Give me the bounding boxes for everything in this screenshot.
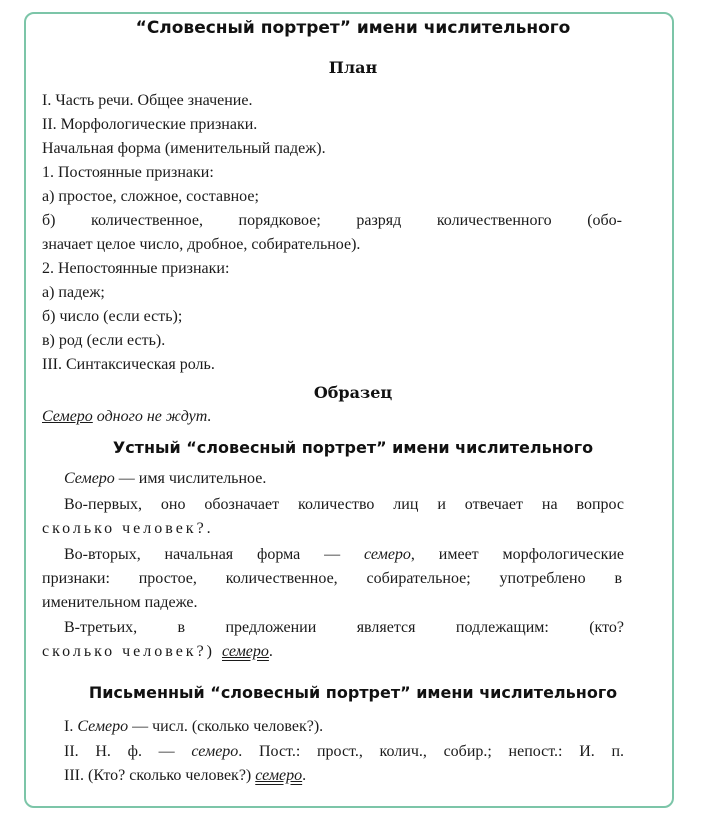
subject-word: семеро [364, 546, 411, 563]
oral-line: сколько человек?. [42, 520, 214, 537]
written-text: III. (Кто? сколько человек?) [64, 767, 256, 784]
written-text: I. [64, 718, 78, 735]
subject-word: семеро [255, 767, 303, 784]
plan-line: а) простое, сложное, составное; [42, 188, 259, 205]
plan-heading: План [328, 58, 378, 77]
written-text: . [302, 767, 307, 784]
oral-text: Во-вторых, начальная форма — [64, 546, 365, 563]
written-line [64, 767, 624, 785]
subject-word: семеро [222, 643, 269, 660]
oral-line: В-третьих, в предложении является подлежащим: (кто? [64, 619, 624, 636]
written-line [64, 718, 624, 736]
oral-line: признаки: простое, количественное, собирательное; употреблено в [42, 570, 622, 587]
plan-line: Начальная форма (именительный падеж). [42, 140, 326, 157]
sample-rest: одного не ждут. [92, 408, 212, 425]
written-heading: Письменный “словесный портрет” имени числительного [88, 683, 618, 702]
plan-line: III. Синтаксическая роль. [42, 356, 215, 373]
oral-line [64, 470, 624, 488]
plan-line: значает целое число, дробное, собирательное). [42, 236, 361, 253]
oral-line [42, 643, 622, 661]
written-text: II. Н. ф. — [64, 743, 192, 760]
oral-text: сколько человек?) [42, 643, 222, 660]
sample-heading: Образец [313, 383, 393, 402]
written-text: . Пост.: прост., колич., собир.; непост.: И. п. [238, 743, 625, 760]
plan-line: в) род (если есть). [42, 332, 166, 349]
oral-line: Во-первых, оно обозначает количество лиц и отвечает на вопрос [64, 496, 624, 513]
written-text: — числ. (сколько человек?). [128, 718, 324, 735]
plan-line: II. Морфологические признаки. [42, 116, 258, 133]
subject-word: Семеро [77, 718, 129, 735]
oral-line [64, 546, 624, 564]
oral-text: . [268, 643, 273, 660]
sample-sentence [42, 408, 622, 426]
plan-line: 1. Постоянные признаки: [42, 164, 214, 181]
plan-line: а) падеж; [42, 284, 105, 301]
oral-text: — имя числительное. [114, 470, 267, 487]
subject-word: семеро [191, 743, 239, 760]
oral-heading: Устный “словесный портрет” имени числительного [112, 438, 594, 457]
oral-line: именительном падеже. [42, 594, 198, 611]
plan-line: б) число (если есть); [42, 308, 183, 325]
subject-word: Семеро [42, 408, 93, 425]
written-line [64, 743, 624, 761]
plan-line: I. Часть речи. Общее значение. [42, 92, 253, 109]
oral-text: , имеет морфологические [410, 546, 625, 563]
plan-line: 2. Непостоянные признаки: [42, 260, 230, 277]
plan-line: б) количественное, порядковое; разряд количественного (обо- [42, 212, 622, 229]
subject-word: Семеро [64, 470, 115, 487]
document-title: “Словесный портрет” имени числительного [135, 18, 571, 38]
